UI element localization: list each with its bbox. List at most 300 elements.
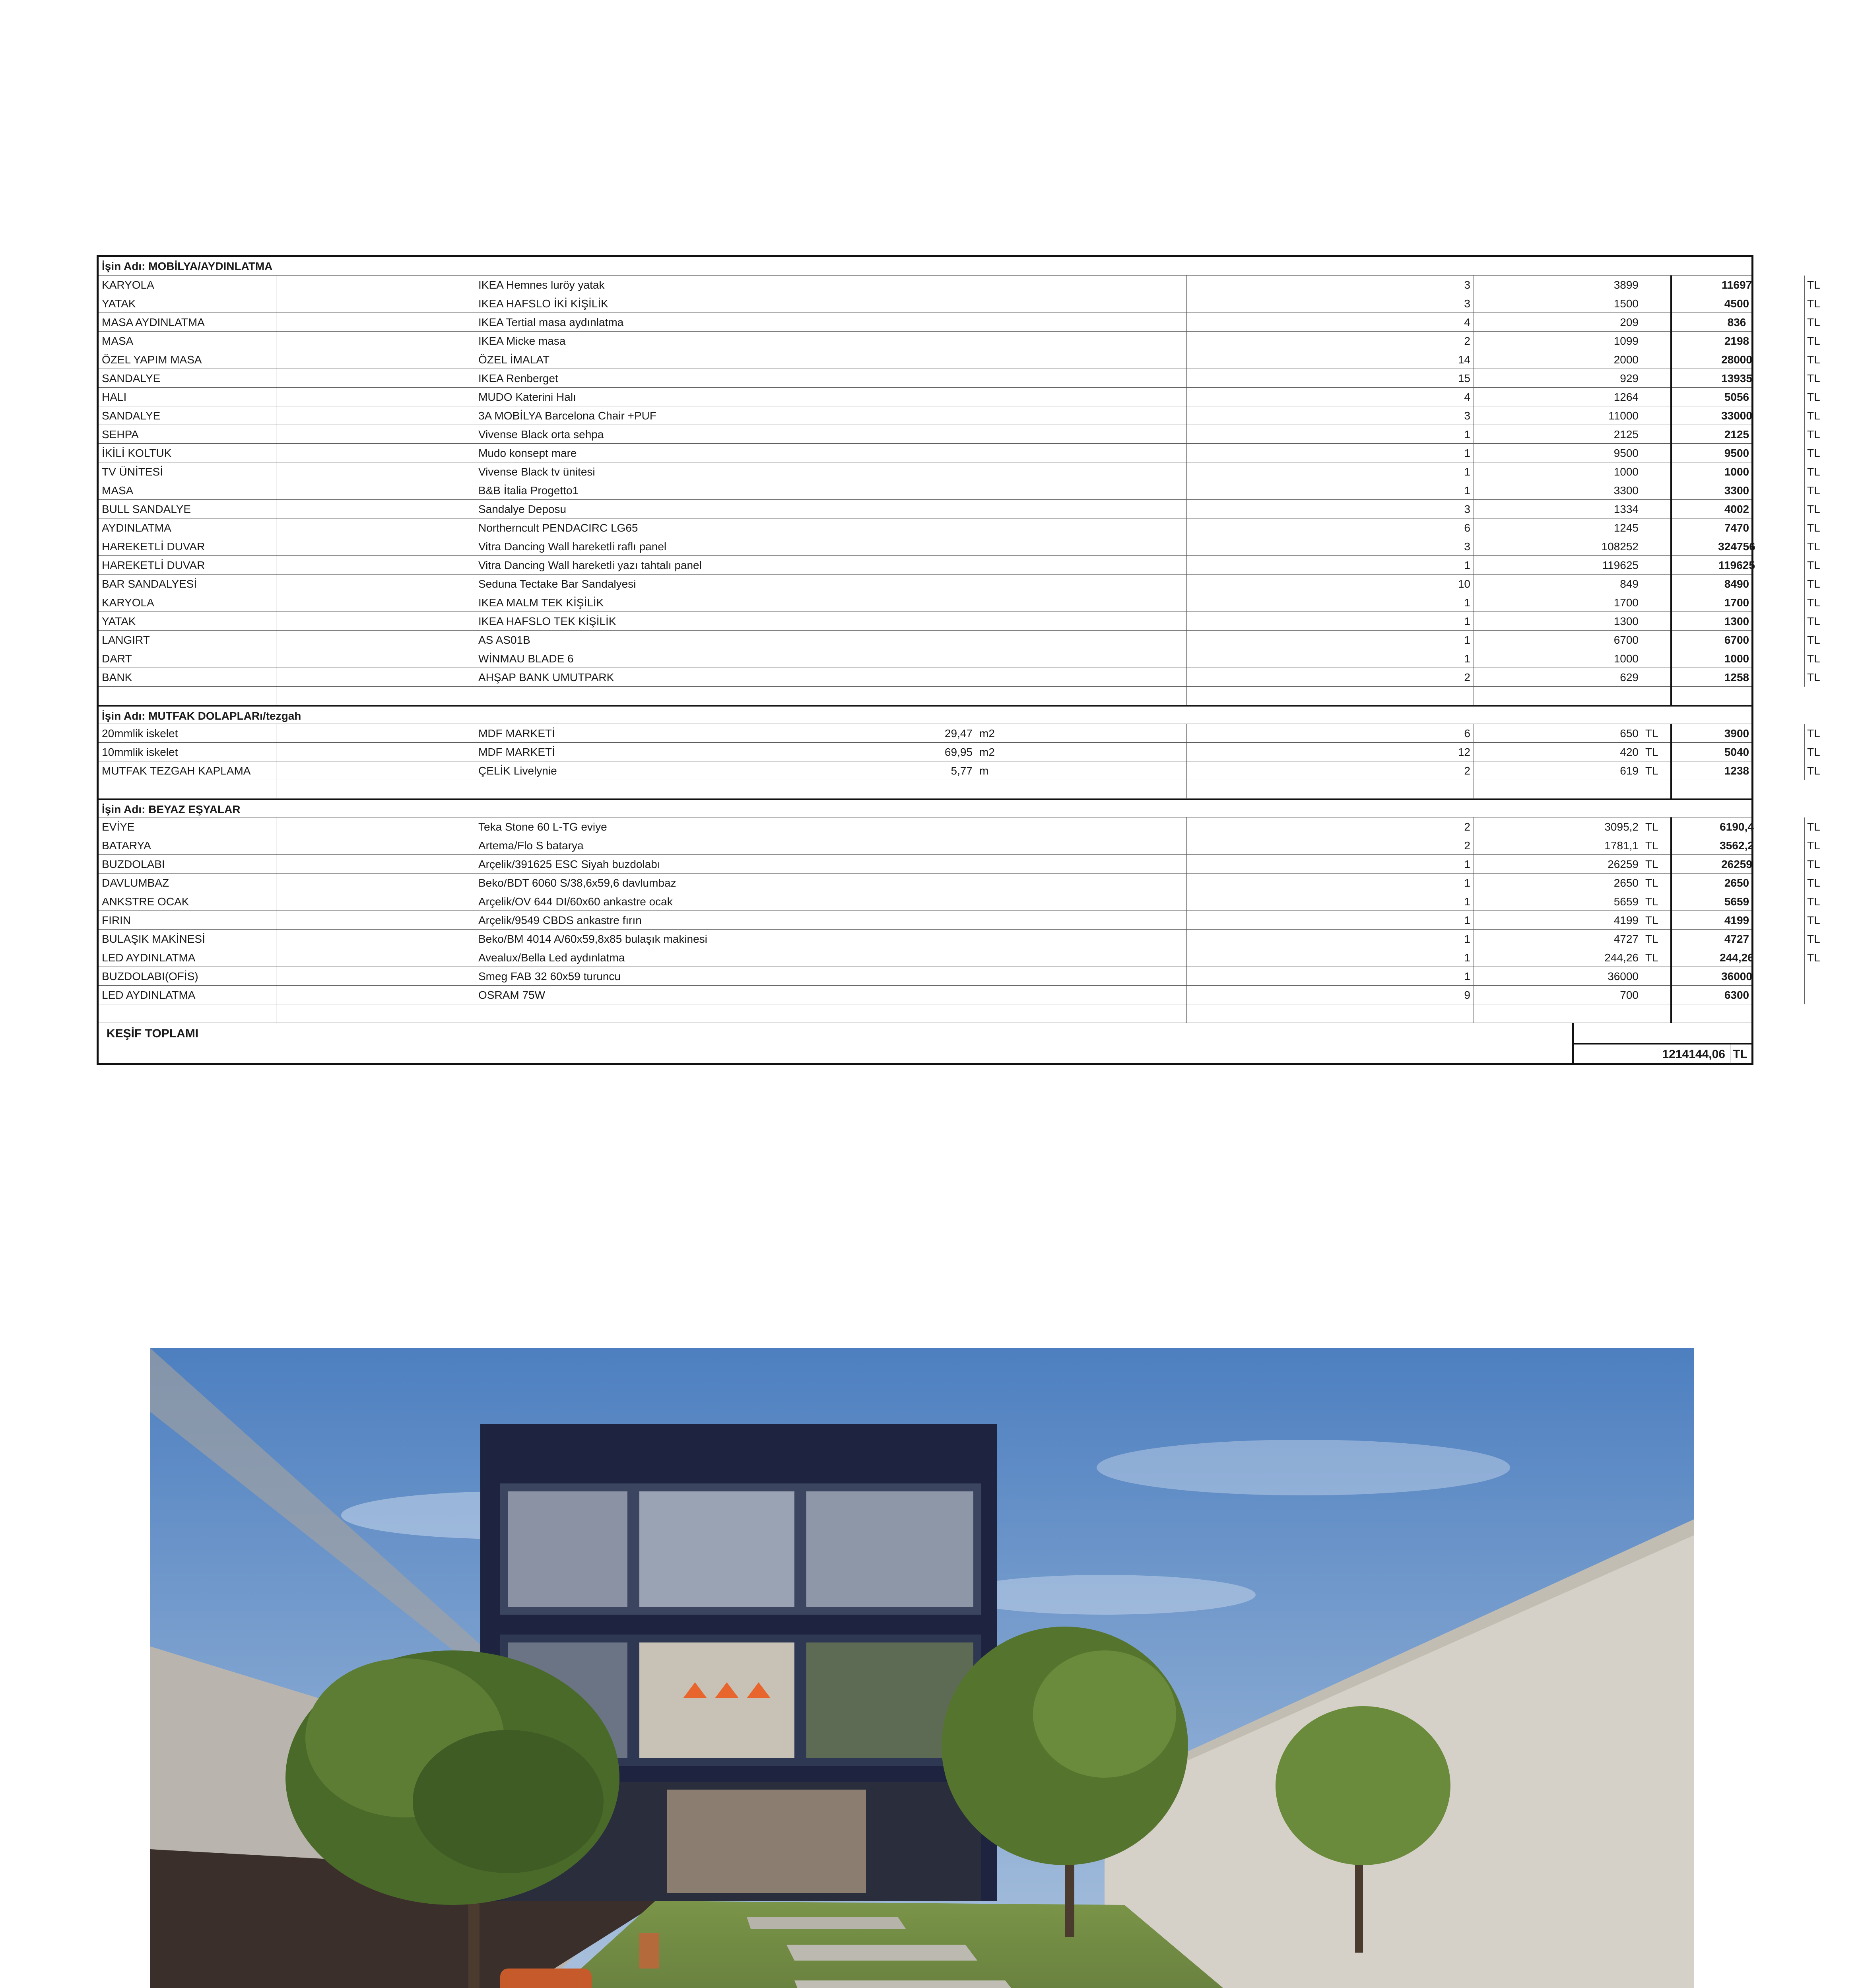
product-name: ÇELİK Livelynie	[475, 761, 785, 780]
spacer-cell	[276, 743, 475, 761]
price-unit	[1642, 444, 1670, 462]
table-cell	[785, 687, 976, 705]
line-total: 1000	[1670, 649, 1802, 668]
product-name: IKEA HAFSLO TEK KİŞİLİK	[475, 612, 785, 631]
spacer-cell	[276, 518, 475, 537]
table-row	[99, 668, 1820, 687]
amount: 69,95	[785, 743, 976, 761]
amount-unit	[976, 986, 1186, 1004]
product-name: Smeg FAB 32 60x59 turuncu	[475, 967, 785, 986]
amount	[785, 631, 976, 649]
amount-unit	[976, 276, 1186, 294]
table-cell	[1474, 1004, 1642, 1023]
price-unit	[1642, 649, 1670, 668]
item-name: BANK	[102, 671, 132, 683]
spacer-cell	[276, 462, 475, 481]
price-unit	[1642, 462, 1670, 481]
item-name: DART	[102, 652, 132, 665]
table-row	[99, 518, 1820, 537]
amount	[785, 911, 976, 930]
unit-price: 3095,2	[1474, 817, 1642, 836]
unit-price: 1245	[1474, 518, 1642, 537]
line-total: 13935	[1670, 369, 1802, 388]
item-name: LANGIRT	[102, 634, 150, 646]
blank-row	[99, 780, 1751, 799]
product-name: Avealux/Bella Led aydınlatma	[475, 948, 785, 967]
product-name: Artema/Flo S batarya	[475, 836, 785, 855]
table-row	[99, 350, 1820, 369]
item-name: MASA AYDINLATMA	[102, 316, 205, 328]
spacer-cell	[276, 556, 475, 575]
quantity: 9	[1186, 986, 1474, 1004]
amount	[785, 855, 976, 874]
table-row	[99, 948, 1820, 967]
item-name: AYDINLATMA	[102, 522, 171, 534]
quantity: 1	[1186, 593, 1474, 612]
product-name: Vivense Black orta sehpa	[475, 425, 785, 444]
price-unit	[1642, 668, 1670, 687]
quantity: 1	[1186, 425, 1474, 444]
amount	[785, 930, 976, 948]
price-unit	[1642, 481, 1670, 500]
table-row	[99, 967, 1751, 986]
product-name: Seduna Tectake Bar Sandalyesi	[475, 575, 785, 593]
amount-unit	[976, 406, 1186, 425]
total-unit: TL	[1804, 388, 1820, 406]
item-name: MUTFAK TEZGAH KAPLAMA	[102, 765, 251, 777]
orange-bench	[500, 1969, 592, 1988]
unit-price: 36000	[1474, 967, 1642, 986]
product-name: IKEA Micke masa	[475, 332, 785, 350]
spacer-cell	[276, 668, 475, 687]
unit-price: 1000	[1474, 462, 1642, 481]
quantity: 1	[1186, 911, 1474, 930]
amount	[785, 612, 976, 631]
price-unit: TL	[1642, 911, 1670, 930]
unit-price: 1781,1	[1474, 836, 1642, 855]
product-name: AHŞAP BANK UMUTPARK	[475, 668, 785, 687]
amount	[785, 649, 976, 668]
product-name: IKEA HAFSLO İKİ KİŞİLİK	[475, 294, 785, 313]
unit-price: 1099	[1474, 332, 1642, 350]
amount	[785, 593, 976, 612]
spacer-cell	[276, 817, 475, 836]
quantity: 6	[1186, 518, 1474, 537]
section-title: İşin Adı: MUTFAK DOLAPLARı/tezgah	[102, 710, 301, 722]
spacer-cell	[276, 332, 475, 350]
amount	[785, 817, 976, 836]
cost-estimate-table	[97, 255, 1820, 1065]
price-unit: TL	[1642, 930, 1670, 948]
line-total: 11697	[1670, 276, 1802, 294]
amount-unit	[976, 874, 1186, 892]
spacer-cell	[276, 874, 475, 892]
price-unit: TL	[1642, 743, 1670, 761]
total-unit: TL	[1804, 313, 1820, 332]
product-name: MDF MARKETİ	[475, 724, 785, 743]
line-total: 1238	[1670, 761, 1802, 780]
item-name: İKİLİ KOLTUK	[102, 447, 172, 459]
unit-price: 209	[1474, 313, 1642, 332]
spacer-cell	[276, 537, 475, 556]
table-row	[99, 500, 1820, 518]
item-name: SEHPA	[102, 428, 139, 441]
price-unit: TL	[1642, 874, 1670, 892]
table-cell	[1642, 1004, 1670, 1023]
total-unit: TL	[1804, 631, 1820, 649]
price-unit	[1642, 332, 1670, 350]
item-name: BUZDOLABI(OFİS)	[102, 970, 198, 982]
amount-unit	[976, 911, 1186, 930]
table-cell	[475, 687, 785, 705]
product-name: Arçelik/OV 644 DI/60x60 ankastre ocak	[475, 892, 785, 911]
total-unit: TL	[1804, 948, 1820, 967]
total-unit: TL	[1804, 855, 1820, 874]
unit-price: 3899	[1474, 276, 1642, 294]
line-total: 2198	[1670, 332, 1802, 350]
amount	[785, 294, 976, 313]
total-unit: TL	[1804, 612, 1820, 631]
table-cell	[1474, 687, 1642, 705]
amount-unit	[976, 892, 1186, 911]
quantity: 4	[1186, 313, 1474, 332]
item-name: BULAŞIK MAKİNESİ	[102, 933, 205, 945]
spacer-cell	[276, 836, 475, 855]
item-name: HAREKETLİ DUVAR	[102, 540, 205, 553]
table-row	[99, 612, 1820, 631]
quantity: 4	[1186, 388, 1474, 406]
amount-unit: m2	[976, 743, 1186, 761]
item-name: DAVLUMBAZ	[102, 877, 169, 889]
amount-unit: m2	[976, 724, 1186, 743]
total-unit: TL	[1804, 743, 1820, 761]
total-unit: TL	[1804, 930, 1820, 948]
total-unit: TL	[1804, 836, 1820, 855]
table-row	[99, 332, 1820, 350]
line-total: 836	[1670, 313, 1802, 332]
unit-price: 2650	[1474, 874, 1642, 892]
table-row	[99, 425, 1820, 444]
table-row	[99, 911, 1820, 930]
unit-price: 2000	[1474, 350, 1642, 369]
line-total: 3300	[1670, 481, 1802, 500]
total-unit: TL	[1804, 593, 1820, 612]
table-row	[99, 481, 1820, 500]
spacer-cell	[276, 500, 475, 518]
total-unit: TL	[1804, 276, 1820, 294]
total-unit: TL	[1804, 425, 1820, 444]
table-row	[99, 855, 1820, 874]
spacer-cell	[276, 724, 475, 743]
table-cell	[475, 780, 785, 799]
total-spacer	[1572, 1023, 1753, 1043]
spacer-cell	[276, 294, 475, 313]
item-name: KARYOLA	[102, 279, 154, 291]
price-unit	[1642, 500, 1670, 518]
section-title: İşin Adı: BEYAZ EŞYALAR	[102, 803, 241, 815]
price-unit: TL	[1642, 836, 1670, 855]
item-name: SANDALYE	[102, 372, 161, 384]
line-total: 1258	[1670, 668, 1802, 687]
quantity: 3	[1186, 500, 1474, 518]
table-row	[99, 631, 1820, 649]
product-name: OSRAM 75W	[475, 986, 785, 1004]
unit-price: 1000	[1474, 649, 1642, 668]
line-total: 3562,2	[1670, 836, 1802, 855]
unit-price: 4199	[1474, 911, 1642, 930]
line-total: 26259	[1670, 855, 1802, 874]
amount-unit	[976, 313, 1186, 332]
total-unit: TL	[1804, 500, 1820, 518]
spacer-cell	[276, 948, 475, 967]
exterior-render-image	[150, 1348, 1694, 1988]
section-header	[99, 799, 1751, 817]
product-name: IKEA Hemnes luröy yatak	[475, 276, 785, 294]
price-unit	[1642, 406, 1670, 425]
line-total: 33000	[1670, 406, 1802, 425]
table-row	[99, 388, 1820, 406]
line-total: 6700	[1670, 631, 1802, 649]
right-tree-canopy	[1276, 1706, 1450, 1865]
amount-unit	[976, 294, 1186, 313]
table-cell	[1670, 1004, 1802, 1023]
spacer-cell	[276, 649, 475, 668]
item-name: FIRIN	[102, 914, 131, 926]
line-total: 6300	[1670, 986, 1802, 1004]
amount-unit	[976, 612, 1186, 631]
amount-unit	[976, 593, 1186, 612]
total-unit	[1804, 967, 1807, 986]
item-name: YATAK	[102, 297, 136, 310]
product-name: Vivense Black tv ünitesi	[475, 462, 785, 481]
product-name: ÖZEL İMALAT	[475, 350, 785, 369]
total-unit: TL	[1804, 892, 1820, 911]
line-total: 4199	[1670, 911, 1802, 930]
total-unit: TL	[1804, 350, 1820, 369]
amount	[785, 313, 976, 332]
item-name: BAR SANDALYESİ	[102, 578, 197, 590]
amount-unit: m	[976, 761, 1186, 780]
line-total: 6190,4	[1670, 817, 1802, 836]
line-total: 1700	[1670, 593, 1802, 612]
spacer-cell	[276, 425, 475, 444]
quantity: 3	[1186, 294, 1474, 313]
amount-unit	[976, 369, 1186, 388]
unit-price: 6700	[1474, 631, 1642, 649]
price-unit	[1642, 388, 1670, 406]
total-unit: TL	[1804, 556, 1820, 575]
total-unit: TL	[1804, 911, 1820, 930]
line-total: 324756	[1670, 537, 1802, 556]
unit-price: 1334	[1474, 500, 1642, 518]
quantity: 1	[1186, 556, 1474, 575]
unit-price: 244,26	[1474, 948, 1642, 967]
quantity: 2	[1186, 817, 1474, 836]
price-unit: TL	[1642, 948, 1670, 967]
table-row	[99, 649, 1820, 668]
amount	[785, 388, 976, 406]
table-cell	[976, 687, 1186, 705]
product-name: MDF MARKETİ	[475, 743, 785, 761]
product-name: Arçelik/391625 ESC Siyah buzdolabı	[475, 855, 785, 874]
table-row	[99, 276, 1820, 294]
total-unit: TL	[1804, 444, 1820, 462]
item-name: BULL SANDALYE	[102, 503, 191, 515]
total-unit: TL	[1804, 649, 1820, 668]
total-row	[99, 1023, 1751, 1063]
spacer-cell	[276, 855, 475, 874]
amount-unit	[976, 575, 1186, 593]
product-name: MUDO Katerini Halı	[475, 388, 785, 406]
price-unit	[1642, 556, 1670, 575]
item-name: ÖZEL YAPIM MASA	[102, 353, 202, 366]
quantity: 15	[1186, 369, 1474, 388]
unit-price: 700	[1474, 986, 1642, 1004]
unit-price: 9500	[1474, 444, 1642, 462]
quantity: 2	[1186, 836, 1474, 855]
amount-unit	[976, 462, 1186, 481]
amount-unit	[976, 332, 1186, 350]
spacer-cell	[276, 631, 475, 649]
amount-unit	[976, 668, 1186, 687]
line-total: 36000	[1670, 967, 1802, 986]
table-cell	[276, 687, 475, 705]
product-name: B&B İtalia Progetto1	[475, 481, 785, 500]
amount-unit	[976, 500, 1186, 518]
table-cell	[1186, 780, 1474, 799]
amount-unit	[976, 556, 1186, 575]
total-unit: TL	[1730, 1044, 1747, 1064]
amount	[785, 332, 976, 350]
quantity: 1	[1186, 444, 1474, 462]
table-row	[99, 836, 1820, 855]
product-name: IKEA Tertial masa aydınlatma	[475, 313, 785, 332]
line-total: 2125	[1670, 425, 1802, 444]
item-name: HAREKETLİ DUVAR	[102, 559, 205, 571]
item-name: BATARYA	[102, 839, 151, 852]
product-name: IKEA Renberget	[475, 369, 785, 388]
price-unit	[1642, 575, 1670, 593]
table-row	[99, 462, 1820, 481]
total-unit	[1804, 986, 1807, 1004]
spacer-cell	[276, 761, 475, 780]
spacer-cell	[276, 388, 475, 406]
table-row	[99, 575, 1820, 593]
amount	[785, 575, 976, 593]
amount	[785, 668, 976, 687]
table-cell	[1642, 780, 1670, 799]
amount	[785, 462, 976, 481]
unit-price: 619	[1474, 761, 1642, 780]
amount-unit	[976, 817, 1186, 836]
amount	[785, 874, 976, 892]
line-total: 4002	[1670, 500, 1802, 518]
amount-unit	[976, 948, 1186, 967]
spacer-cell	[276, 406, 475, 425]
amount-unit	[976, 836, 1186, 855]
table-cell	[1642, 687, 1670, 705]
total-unit: TL	[1804, 724, 1820, 743]
total-unit: TL	[1804, 537, 1820, 556]
item-name: YATAK	[102, 615, 136, 627]
spacer-cell	[276, 967, 475, 986]
quantity: 1	[1186, 874, 1474, 892]
line-total: 7470	[1670, 518, 1802, 537]
item-name: LED AYDINLATMA	[102, 989, 196, 1001]
quantity: 1	[1186, 631, 1474, 649]
unit-price: 1264	[1474, 388, 1642, 406]
price-unit	[1642, 986, 1670, 1004]
table-row	[99, 892, 1820, 911]
product-name: Teka Stone 60 L-TG eviye	[475, 817, 785, 836]
line-total: 2650	[1670, 874, 1802, 892]
amount-unit	[976, 631, 1186, 649]
amount	[785, 948, 976, 967]
amount-unit	[976, 649, 1186, 668]
price-unit	[1642, 612, 1670, 631]
blank-row	[99, 1004, 1751, 1023]
amount-unit	[976, 930, 1186, 948]
item-name: MASA	[102, 335, 134, 347]
total-label: KEŞİF TOPLAMI	[107, 1027, 199, 1040]
item-name: TV ÜNİTESİ	[102, 466, 163, 478]
item-name: SANDALYE	[102, 410, 161, 422]
spacer-cell	[276, 350, 475, 369]
unit-price: 119625	[1474, 556, 1642, 575]
table-cell	[1670, 687, 1802, 705]
price-unit	[1642, 369, 1670, 388]
product-name: Vitra Dancing Wall hareketli yazı tahtalı panel	[475, 556, 785, 575]
amount	[785, 500, 976, 518]
table-row	[99, 874, 1820, 892]
amount-unit	[976, 855, 1186, 874]
total-unit: TL	[1804, 518, 1820, 537]
quantity: 2	[1186, 332, 1474, 350]
unit-price: 4727	[1474, 930, 1642, 948]
table-row	[99, 537, 1820, 556]
item-name: ANKSTRE OCAK	[102, 895, 189, 908]
amount-unit	[976, 481, 1186, 500]
section-title: İşin Adı: MOBİLYA/AYDINLATMA	[102, 260, 273, 272]
price-unit: TL	[1642, 761, 1670, 780]
quantity: 1	[1186, 855, 1474, 874]
amount	[785, 518, 976, 537]
quantity: 1	[1186, 462, 1474, 481]
quantity: 1	[1186, 649, 1474, 668]
product-name: Mudo konsept mare	[475, 444, 785, 462]
item-name: 10mmlik iskelet	[102, 746, 178, 758]
price-unit	[1642, 967, 1670, 986]
table-row	[99, 593, 1820, 612]
total-unit: TL	[1804, 406, 1820, 425]
amount: 29,47	[785, 724, 976, 743]
line-total: 5659	[1670, 892, 1802, 911]
quantity: 3	[1186, 537, 1474, 556]
table-cell	[1186, 1004, 1474, 1023]
table-row	[99, 294, 1820, 313]
table-cell	[1186, 687, 1474, 705]
amount	[785, 986, 976, 1004]
unit-price: 1300	[1474, 612, 1642, 631]
amount	[785, 836, 976, 855]
line-total: 5040	[1670, 743, 1802, 761]
line-total: 244,26	[1670, 948, 1802, 967]
amount-unit	[976, 444, 1186, 462]
table-cell	[276, 780, 475, 799]
unit-price: 1500	[1474, 294, 1642, 313]
product-name: Beko/BDT 6060 S/38,6x59,6 davlumbaz	[475, 874, 785, 892]
spacer-cell	[276, 986, 475, 1004]
